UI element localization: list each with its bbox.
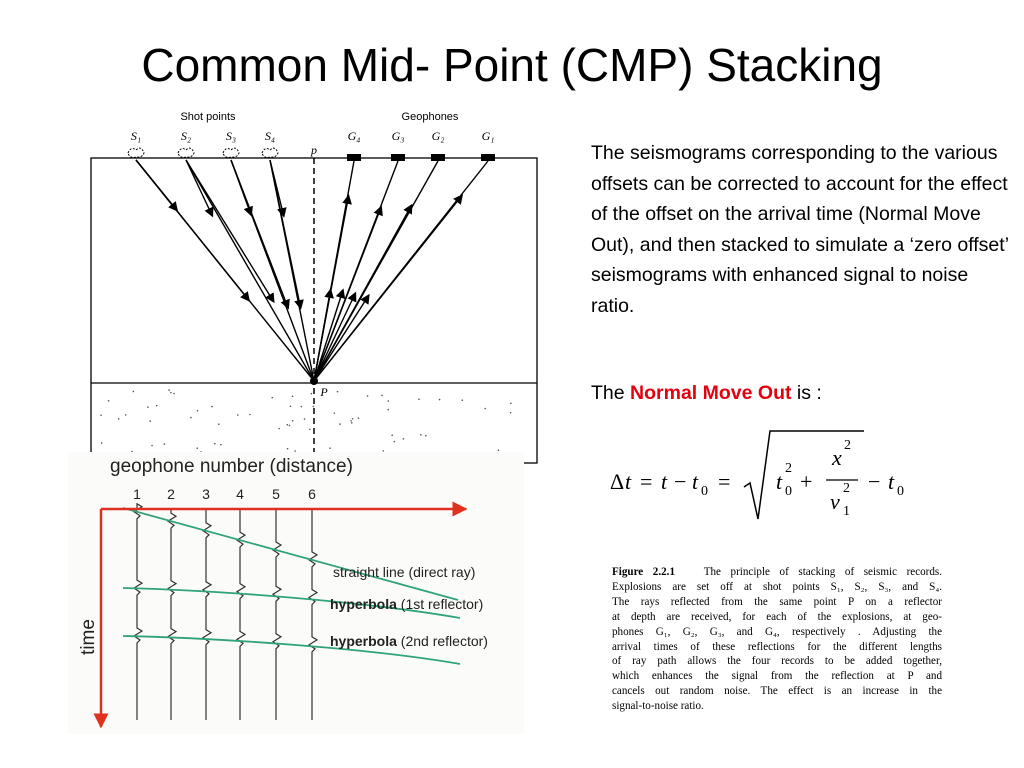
time-axis-label: time: [78, 619, 99, 655]
slide-title: Common Mid- Point (CMP) Stacking: [141, 39, 883, 91]
formula-t0-sub: 0: [701, 484, 708, 499]
caption-line-5: phones G₁, G₂, G₃, and G₄, respectively . Adjusting the: [612, 625, 942, 638]
sediment-dot: [367, 395, 369, 397]
formula-v-sup: 2: [843, 481, 850, 496]
formula-eq2: =: [718, 469, 731, 494]
formula-x: x: [832, 445, 842, 470]
sediment-dot: [151, 445, 153, 447]
formula-eq1: =: [640, 469, 653, 494]
sediment-dot: [287, 448, 289, 450]
formula-t1: t: [625, 469, 632, 494]
geophone-label-g4: G₄: [347, 129, 361, 143]
sediment-dot: [156, 405, 158, 407]
sediment-dot: [313, 406, 315, 408]
sediment-dot: [108, 400, 110, 402]
caption-line-9: cancels out random noise. The effect is an increase in the: [612, 685, 942, 698]
trace-axis-title: geophone number (distance): [110, 456, 353, 477]
geophone-label-g3: G₃: [391, 129, 405, 143]
geophones-label: Geophones: [401, 111, 459, 123]
shot-label-s4: S₄: [264, 129, 276, 143]
caption-line-7: of ray path allows the four records to be added together,: [612, 655, 942, 668]
geophone-number-4: 4: [236, 486, 244, 502]
shot-label-s3: S₃: [225, 129, 237, 143]
sediment-dot: [304, 418, 306, 420]
sediment-dot: [403, 438, 405, 440]
formula-t0sq-sup: 2: [785, 461, 792, 476]
reflector2-label-rest: (2nd reflector): [396, 633, 488, 649]
direct-ray-label: straight line (direct ray): [333, 564, 476, 580]
formula-t0sq: t: [776, 469, 783, 494]
nmo-prefix: The: [591, 382, 631, 404]
sediment-dot: [352, 418, 354, 420]
geophone-number-5: 5: [272, 486, 280, 502]
formula-t0-last: t: [888, 469, 895, 494]
sediment-dot: [339, 423, 341, 425]
reflection-point: [310, 377, 318, 385]
sediment-dot: [290, 405, 292, 407]
nmo-highlight: Normal Move Out: [630, 382, 792, 404]
sediment-dot: [101, 442, 103, 444]
surface-point-label: p: [311, 143, 317, 157]
sediment-dot: [100, 414, 102, 416]
sediment-dot: [125, 414, 127, 416]
sediment-dot: [309, 428, 311, 430]
reflector2-label: [330, 633, 488, 649]
sediment-dot: [510, 412, 512, 414]
sediment-dot: [334, 412, 336, 414]
sediment-dot: [484, 408, 486, 410]
sediment-dot: [214, 443, 216, 445]
sediment-dot: [461, 399, 463, 401]
caption-line-1: The principle of stacking of seismic records.: [703, 566, 943, 578]
sediment-dot: [118, 418, 120, 420]
sediment-dot: [350, 420, 352, 422]
caption-line-2: Explosions are set off at shot points S₁, S₂, S₃, and S₄.: [612, 580, 942, 593]
reflector2-label-bold: hyperbola: [330, 633, 397, 649]
sediment-dot: [381, 395, 383, 397]
sediment-dot: [329, 447, 331, 449]
sediment-dot: [197, 410, 199, 412]
sediment-dot: [249, 414, 251, 416]
caption-line-8: which enhances the signal from the reflection at P and: [612, 670, 942, 683]
sediment-dot: [170, 392, 172, 394]
ray-paths: [136, 160, 488, 381]
sediment-dot: [420, 434, 422, 436]
formula-v: v: [830, 489, 840, 514]
sediment-dot: [220, 444, 222, 446]
sediment-dot: [337, 391, 339, 393]
sediment-dot: [391, 434, 393, 436]
caption-line-4: at depth are received, for each of the explosions, at geo-: [612, 610, 942, 623]
geophone-label-g2: G₂: [431, 129, 445, 143]
sediment-dot: [147, 406, 149, 408]
sediment-dot: [196, 447, 198, 449]
sediment-dot: [292, 420, 294, 422]
shot-label-s1: S₁: [130, 129, 142, 143]
caption-line-10: signal-to-noise ratio.: [612, 700, 704, 713]
seismic-trace-diagram: [68, 452, 524, 734]
geophone-number-3: 3: [202, 486, 210, 502]
sediment-dot: [358, 417, 360, 419]
geophone-number-1: 1: [133, 486, 141, 502]
nmo-intro: [591, 382, 822, 405]
sediment-dot: [218, 423, 220, 425]
caption-label: Figure 2.2.1: [612, 566, 675, 578]
sediment-dot: [301, 406, 303, 408]
sediment-dot: [278, 428, 280, 430]
caption-line-6: arrival times of these reflections for the different lengths: [612, 640, 942, 653]
sediment-dot: [394, 441, 396, 443]
geophone-number-6: 6: [308, 486, 316, 502]
caption-line-3: The rays reflected from the same point P on a reflector: [612, 595, 942, 608]
explanation-paragraph: The seismograms corresponding to the various offsets can be corrected to account for the effect of the offset on the arrival time (Normal Move Out), and then stacked to simulate a ‘zero offset’ seismograms with enhanced signal to noise ratio.: [591, 142, 1009, 317]
sediment-dot: [387, 400, 389, 402]
sediment-dot: [168, 389, 170, 391]
reflector1-label-rest: (1st reflector): [396, 596, 484, 612]
nmo-formula: [608, 425, 928, 525]
shot-points-label: Shot points: [180, 111, 236, 123]
formula-t0-last-sub: 0: [897, 484, 904, 499]
figure-caption: [612, 565, 942, 714]
sediment-dots: [100, 389, 511, 460]
shot-symbols: [128, 148, 278, 157]
reflector1-label-bold: hyperbola: [330, 596, 397, 612]
formula-v-sub: 1: [843, 504, 850, 519]
formula-minus1: −: [674, 469, 687, 494]
nmo-suffix: is :: [791, 382, 822, 404]
ray-arrows: [136, 160, 460, 381]
sediment-dot: [292, 396, 294, 398]
sediment-dot: [271, 397, 273, 399]
formula-x-sup: 2: [844, 438, 851, 453]
sediment-dot: [418, 398, 420, 400]
sediment-dot: [289, 425, 291, 427]
sediment-dot: [311, 393, 313, 395]
formula-delta: Δ: [610, 469, 625, 494]
sediment-dot: [211, 406, 213, 408]
sediment-dot: [439, 399, 441, 401]
formula-t2: t: [661, 469, 668, 494]
reflector-point-label: P: [320, 385, 328, 399]
sediment-dot: [425, 435, 427, 437]
formula-plus: +: [800, 469, 813, 494]
sediment-dot: [237, 414, 239, 416]
sediment-dot: [173, 393, 175, 395]
sediment-dot: [287, 424, 289, 426]
sediment-dot: [133, 391, 135, 393]
sediment-dot: [149, 420, 151, 422]
formula-t0sq-sub: 0: [785, 484, 792, 499]
geophone-number-2: 2: [167, 486, 175, 502]
sediment-dot: [164, 443, 166, 445]
sediment-dot: [190, 417, 192, 419]
sediment-dot: [510, 402, 512, 404]
formula-minus2: −: [868, 469, 881, 494]
sediment-dot: [351, 422, 353, 424]
shot-label-s2: S₂: [180, 129, 192, 143]
cmp-ray-diagram: [80, 100, 550, 465]
formula-t0: t: [692, 469, 699, 494]
sediment-dot: [498, 449, 500, 451]
reflector1-label: [330, 596, 483, 612]
sediment-dot: [387, 409, 389, 411]
geophone-label-g1: G₁: [481, 129, 495, 143]
